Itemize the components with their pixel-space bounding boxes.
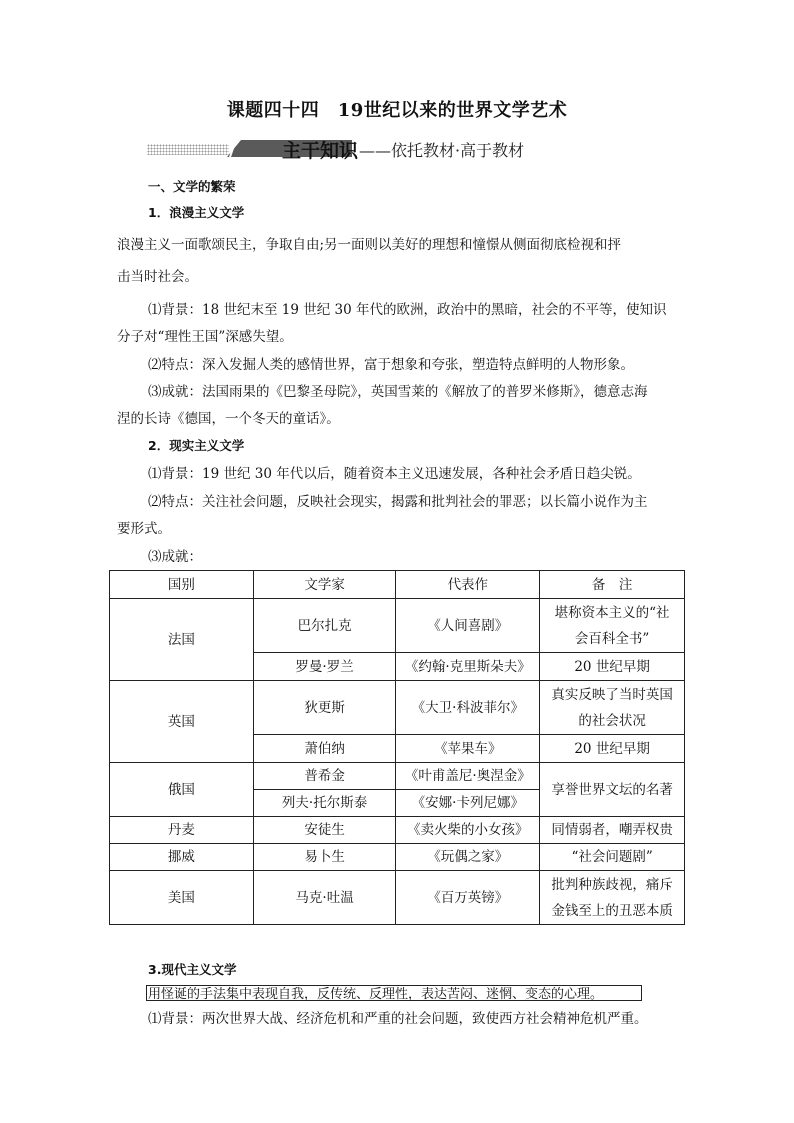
section-banner bbox=[147, 138, 647, 160]
cell-writer: 安徒生 bbox=[253, 817, 396, 844]
page-title: 课题四十四 19世纪以来的世界文学艺术 bbox=[226, 100, 568, 121]
cell-note: 20 世纪早期 bbox=[540, 735, 685, 763]
note-line: 堪称资本主义的“社 bbox=[554, 604, 670, 621]
cell-note: “社会问题剧” bbox=[540, 844, 685, 871]
romantic-intro-line2: 击当时社会。 bbox=[117, 269, 198, 285]
cell-writer: 萧伯纳 bbox=[253, 735, 396, 763]
cell-work: 《苹果车》 bbox=[396, 735, 540, 763]
realism-background: ⑴背景：19 世纪 30 年代以后，随着资本主义迅速发展，各种社会矛盾日趋尖锐。 bbox=[148, 466, 641, 482]
cell-note bbox=[540, 681, 685, 735]
romantic-features: ⑵特点：深入发掘人类的感情世界，富于想象和夸张，塑造特点鲜明的人物形象。 bbox=[148, 357, 634, 373]
cell-note bbox=[540, 599, 685, 653]
realism-heading: 2．现实主义文学 bbox=[148, 438, 245, 453]
header-country: 国别 bbox=[110, 571, 254, 599]
romantic-achievements-line2: 涅的长诗《德国，一个冬天的童话》。 bbox=[117, 411, 340, 427]
cell-note: 同情弱者，嘲弄权贵 bbox=[540, 817, 685, 844]
cell-work: 《百万英镑》 bbox=[396, 871, 540, 925]
note-line: 会百科全书” bbox=[574, 630, 650, 647]
cell-country: 法国 bbox=[110, 599, 254, 681]
cell-work: 《玩偶之家》 bbox=[396, 844, 540, 871]
note-line: 金钱至上的丑恶本质 bbox=[551, 902, 673, 919]
cell-note: 20 世纪早期 bbox=[540, 653, 685, 681]
cell-country: 美国 bbox=[110, 871, 254, 925]
cell-writer: 马克·吐温 bbox=[253, 871, 396, 925]
cell-note: 享誉世界文坛的名著 bbox=[540, 763, 685, 817]
header-work: 代表作 bbox=[396, 571, 540, 599]
cell-writer: 易卜生 bbox=[253, 844, 396, 871]
realism-literature-table bbox=[109, 570, 685, 925]
section-heading-literature: 一、文学的繁荣 bbox=[148, 179, 236, 194]
romantic-background-line1: ⑴背景：18 世纪末至 19 世纪 30 年代的欧洲，政治中的黑暗，社会的不平等，使知识 bbox=[148, 302, 667, 318]
cell-writer: 普希金 bbox=[253, 763, 396, 790]
table-row bbox=[110, 817, 685, 844]
cell-work: 《大卫·科波菲尔》 bbox=[396, 681, 540, 735]
note-line: 的社会状况 bbox=[578, 712, 646, 729]
cell-work: 《约翰·克里斯朵夫》 bbox=[396, 653, 540, 681]
cell-work: 《叶甫盖尼·奥涅金》 bbox=[396, 763, 540, 790]
cell-work: 《安娜·卡列尼娜》 bbox=[396, 790, 540, 817]
cell-country: 俄国 bbox=[110, 763, 254, 817]
table-header-row bbox=[110, 571, 685, 599]
realism-features-line1: ⑵特点：关注社会问题，反映社会现实，揭露和批判社会的罪恶；以长篇小说作为主 bbox=[148, 494, 648, 510]
romantic-intro-line1: 浪漫主义一面歌颂民主，争取自由;另一面则以美好的理想和憧憬从侧面彻底检视和抨 bbox=[117, 237, 622, 253]
table-row bbox=[110, 763, 685, 790]
table-row bbox=[110, 844, 685, 871]
cell-work: 《卖火柴的小女孩》 bbox=[396, 817, 540, 844]
banner-heading: 主干知识 bbox=[282, 140, 359, 162]
realism-features-line2: 要形式。 bbox=[117, 521, 171, 537]
romantic-background-line2: 分子对“理性王国”深感失望。 bbox=[117, 329, 293, 345]
romantic-achievements-line1: ⑶成就：法国雨果的《巴黎圣母院》，英国雪莱的《解放了的普罗米修斯》，德意志海 bbox=[148, 384, 648, 400]
cell-writer: 罗曼·罗兰 bbox=[253, 653, 396, 681]
table-row bbox=[110, 599, 685, 653]
cell-work: 《人间喜剧》 bbox=[396, 599, 540, 653]
table-row bbox=[110, 681, 685, 735]
cell-country: 英国 bbox=[110, 681, 254, 763]
cell-writer: 巴尔扎克 bbox=[253, 599, 396, 653]
banner-subheading: ——依托教材·高于教材 bbox=[359, 141, 525, 160]
cell-writer: 列夫·托尔斯泰 bbox=[253, 790, 396, 817]
modernism-boxed-line: 用怪诞的手法集中表现自我，反传统、反理性，表达苦闷、迷惘、变态的心理。 bbox=[148, 987, 604, 1002]
modernism-heading: 3.现代主义文学 bbox=[148, 962, 237, 977]
realism-achievements-label: ⑶成就： bbox=[148, 549, 202, 565]
table-row bbox=[110, 871, 685, 925]
header-note: 备 注 bbox=[540, 571, 685, 599]
cell-writer: 狄更斯 bbox=[253, 681, 396, 735]
modernism-background: ⑴背景：两次世界大战、经济危机和严重的社会问题，致使西方社会精神危机严重。 bbox=[148, 1011, 648, 1027]
cell-country: 挪威 bbox=[110, 844, 254, 871]
banner-dot-pattern bbox=[147, 144, 229, 155]
note-line: 批判种族歧视，痛斥 bbox=[551, 876, 673, 893]
cell-note bbox=[540, 871, 685, 925]
header-writer: 文学家 bbox=[253, 571, 396, 599]
cell-country: 丹麦 bbox=[110, 817, 254, 844]
note-line: 真实反映了当时英国 bbox=[551, 686, 673, 703]
romantic-heading: 1．浪漫主义文学 bbox=[148, 205, 245, 220]
